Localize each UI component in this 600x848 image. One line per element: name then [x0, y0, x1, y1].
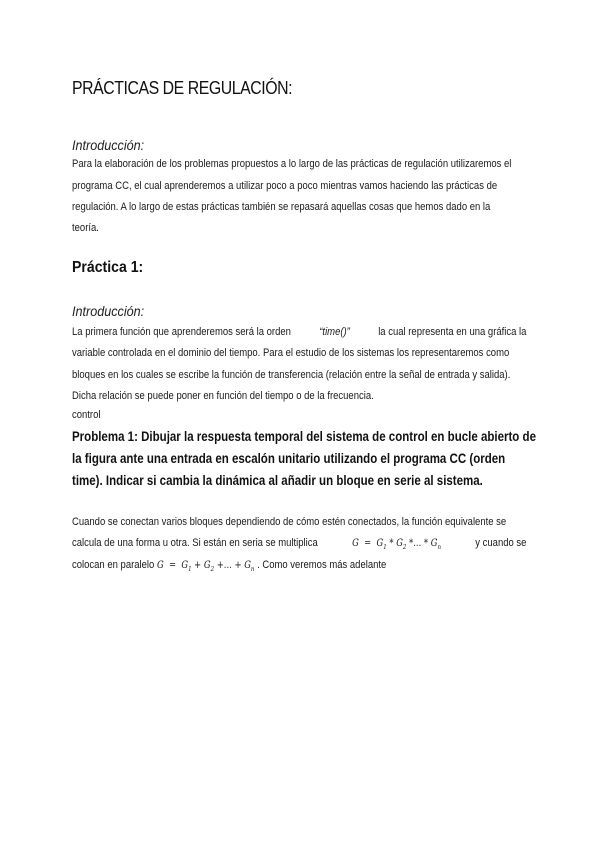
problem-1-line-3: time). Indicar si cambia la dinámica al añadir un bloque en serie al sistema.: [72, 473, 483, 488]
closing-line-2-post: y cuando se: [475, 537, 527, 549]
intro-line-2: programa CC, el cual aprenderemos a utilizar poco a poco mientras vamos haciendo las prácticas de: [72, 180, 498, 192]
practice-1-line-2: variable controlada en el dominio del tiempo. Para el estudio de los sistemas los representaremos como: [72, 347, 510, 359]
stray-word: control: [72, 409, 101, 421]
page-title: PRÁCTICAS DE REGULACIÓN:: [72, 78, 293, 98]
closing-line-1: Cuando se conectan varios bloques dependiendo de cómo estén conectados, la función equivalente se: [72, 516, 507, 528]
problem-1-line-1: Problema 1: Dibujar la respuesta temporal del sistema de control en bucle abierto de: [72, 429, 536, 444]
intro-line-1: Para la elaboración de los problemas propuestos a lo largo de las prácticas de regulación utilizaremos el: [72, 158, 512, 170]
parallel-formula: $G = G_1 + G_2$ +... + $G_n$: [156, 560, 255, 573]
practice-1-line-1-post: la cual representa en una gráfica la: [378, 326, 527, 338]
practice-1-line-3: bloques en los cuales se escribe la función de transferencia (relación entre la señal de entrada y salida).: [72, 369, 511, 381]
practice-1-intro-heading: Introducción:: [72, 303, 145, 319]
practice-1-line-1-pre: La primera función que aprenderemos será la orden: [72, 326, 291, 338]
closing-line-2: [72, 537, 527, 551]
practice-1-line-4: Dicha relación se puede poner en función del tiempo o de la frecuencia.: [72, 390, 374, 402]
intro-line-3: regulación. A lo largo de estas prácticas también se repasará aquellas cosas que hemos dado en la: [72, 201, 491, 213]
practice-1-line-1: [72, 326, 527, 338]
intro-heading: Introducción:: [72, 137, 145, 153]
series-formula: $G = G_1 * G_2$ *... * $G_n$: [352, 538, 441, 551]
closing-line-3: [72, 559, 516, 573]
closing-line-3-pre: colocan en paralelo: [72, 559, 155, 571]
closing-line-3-post: . Como veremos más adelante: [257, 559, 387, 571]
problem-1-line-2: la figura ante una entrada en escalón unitario utilizando el programa CC (orden: [72, 451, 506, 466]
closing-line-2-pre: calcula de una forma u otra. Si están en seria se multiplica: [72, 537, 318, 549]
practice-1-heading: Práctica 1:: [72, 259, 144, 276]
time-function-code: “time()”: [319, 326, 350, 338]
intro-line-4: teoría.: [72, 222, 99, 234]
